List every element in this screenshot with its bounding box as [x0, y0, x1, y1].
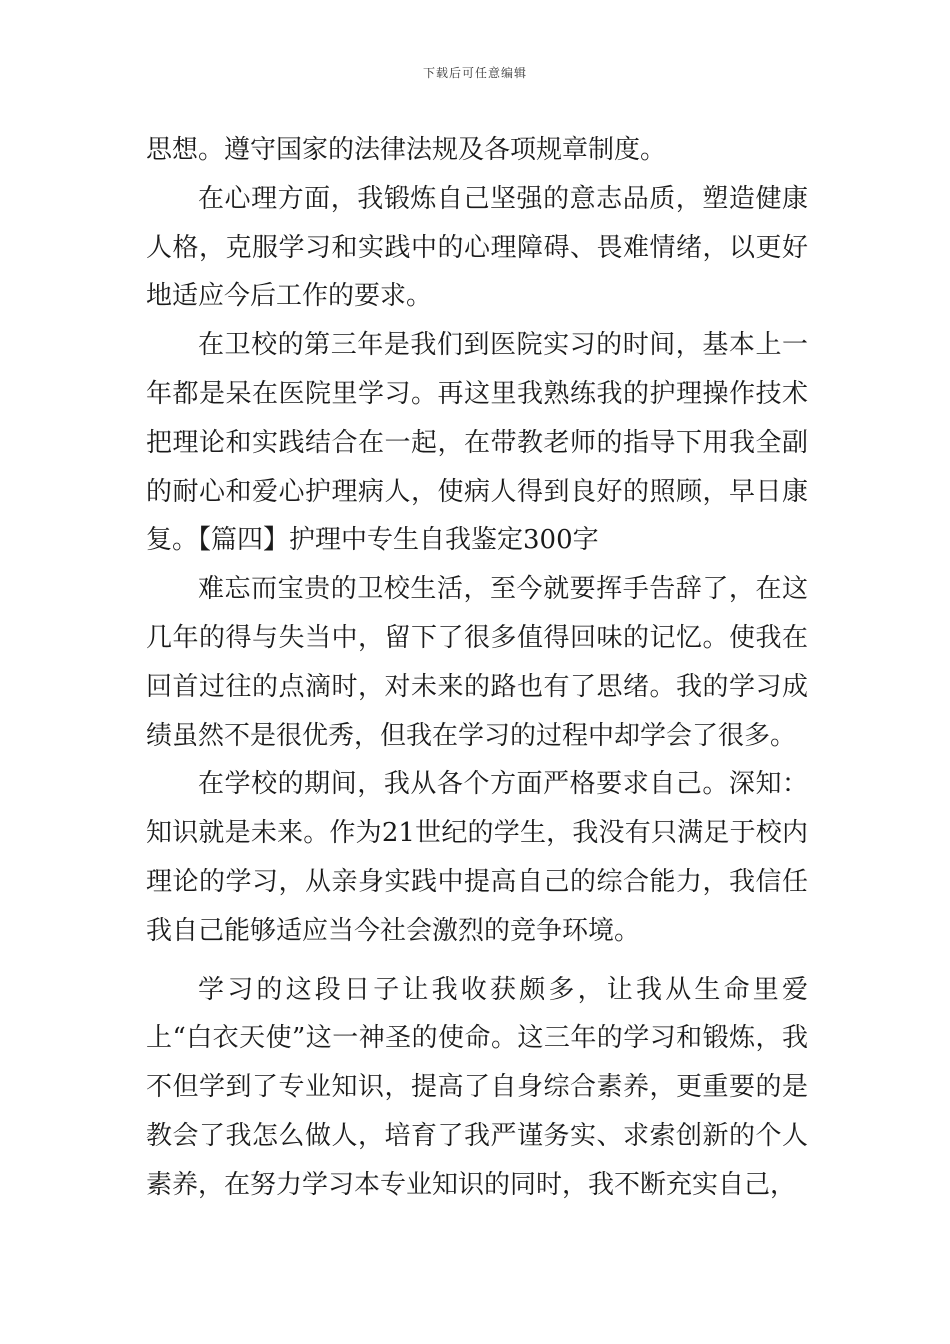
paragraph-internship: 在卫校的第三年是我们到医院实习的时间，基本上一年都是呆在医院里学习。再这里我熟练我的护理操作技术把理论和实践结合在一起，在带教老师的指导下用我全副的耐心和爱心护理病人，使病人得到良好的照顾，早日康复。【篇四】护理中专生自我鉴定300字: [146, 330, 808, 556]
paragraph-continuation: 思想。遵守国家的法律法规及各项规章制度。: [146, 135, 667, 165]
document-body: [146, 126, 808, 1210]
paragraph-gains: 学习的这段日子让我收获颇多，让我从生命里爱上“白衣天使”这一神圣的使命。这三年的学习和锻炼，我不但学到了专业知识，提高了自身综合素养，更重要的是教会了我怎么做人，培育了我严谨务实、求索创新的个人素养，在努力学习本专业知识的同时，我不断充实自己，: [146, 974, 808, 1200]
paragraph-psychology: 在心理方面，我锻炼自己坚强的意志品质，塑造健康人格，克服学习和实践中的心理障碍、畏难情绪，以更好地适应今后工作的要求。: [146, 183, 808, 312]
paragraph-self-requirements: 在学校的期间，我从各个方面严格要求自己。深知：知识就是未来。作为21世纪的学生，我没有只满足于校内理论的学习，从亲身实践中提高自己的综合能力，我信任我自己能够适应当今社会激烈的竞争环境。: [146, 769, 808, 946]
page-header-note: 下载后可任意编辑: [422, 66, 527, 80]
paragraph-school-life: 难忘而宝贵的卫校生活，至今就要挥手告辞了，在这几年的得与失当中，留下了很多值得回味的记忆。使我在回首过往的点滴时，对未来的路也有了思绪。我的学习成绩虽然不是很优秀，但我在学习的过程中却学会了很多。: [146, 574, 808, 751]
